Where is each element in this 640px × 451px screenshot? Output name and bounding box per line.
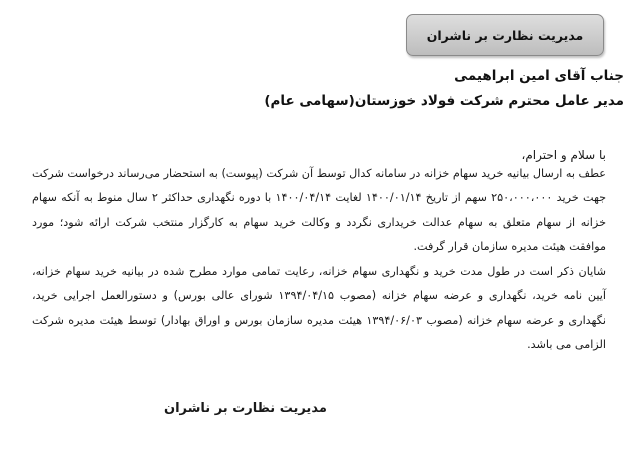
department-header-box (406, 14, 604, 56)
recipient-title: مدیر عامل محترم شرکت فولاد خوزستان(سهامی عام) (264, 93, 624, 109)
signature-label: مدیریت نظارت بر ناشران (164, 401, 327, 416)
department-header-label: مدیریت نظارت بر ناشران (426, 27, 584, 43)
body-paragraph-1: عطف به ارسال بیانیه خرید سهام خزانه در سامانه کدال توسط آن شرکت (پیوست) به استحضار می‌رساند درخواست شرکت جهت خرید ۲۵۰،۰۰۰،۰۰۰ سهم از تاریخ ۱۴۰۰/۰۱/۱۴ لغایت ۱۴۰۰/۰۴/۱۴ با دوره نگهداری حداکثر ۲ سال منوط به آنکه سهام خزانه از سهام متعلق به سهام عدالت خریداری نگردد و وکالت خرید سهام به کارگزار منتخب شرکت ارائه شود؛ مورد موافقت هیئت مدیره سازمان قرار گرفت. (32, 167, 607, 254)
body-paragraph-2: شایان ذکر است در طول مدت خرید و نگهداری سهام خزانه، رعایت تمامی موارد مطرح شده در بیانیه خرید سهام خزانه، آیین نامه خرید، نگهداری و عرضه سهام خزانه (مصوب ۱۳۹۴/۰۴/۱۵ شورای عالی بورس) و دستورالعمل اجرایی خرید، نگهداری و عرضه سهام خزانه (مصوب ۱۳۹۴/۰۶/۰۳ هیئت مدیره سازمان بورس و اوراق بهادار) توسط هیئت مدیره شرکت الزامی می باشد. (32, 265, 607, 352)
recipient-name: جناب آقای امین ابراهیمی (454, 68, 624, 84)
greeting: با سلام و احترام، (521, 148, 606, 162)
